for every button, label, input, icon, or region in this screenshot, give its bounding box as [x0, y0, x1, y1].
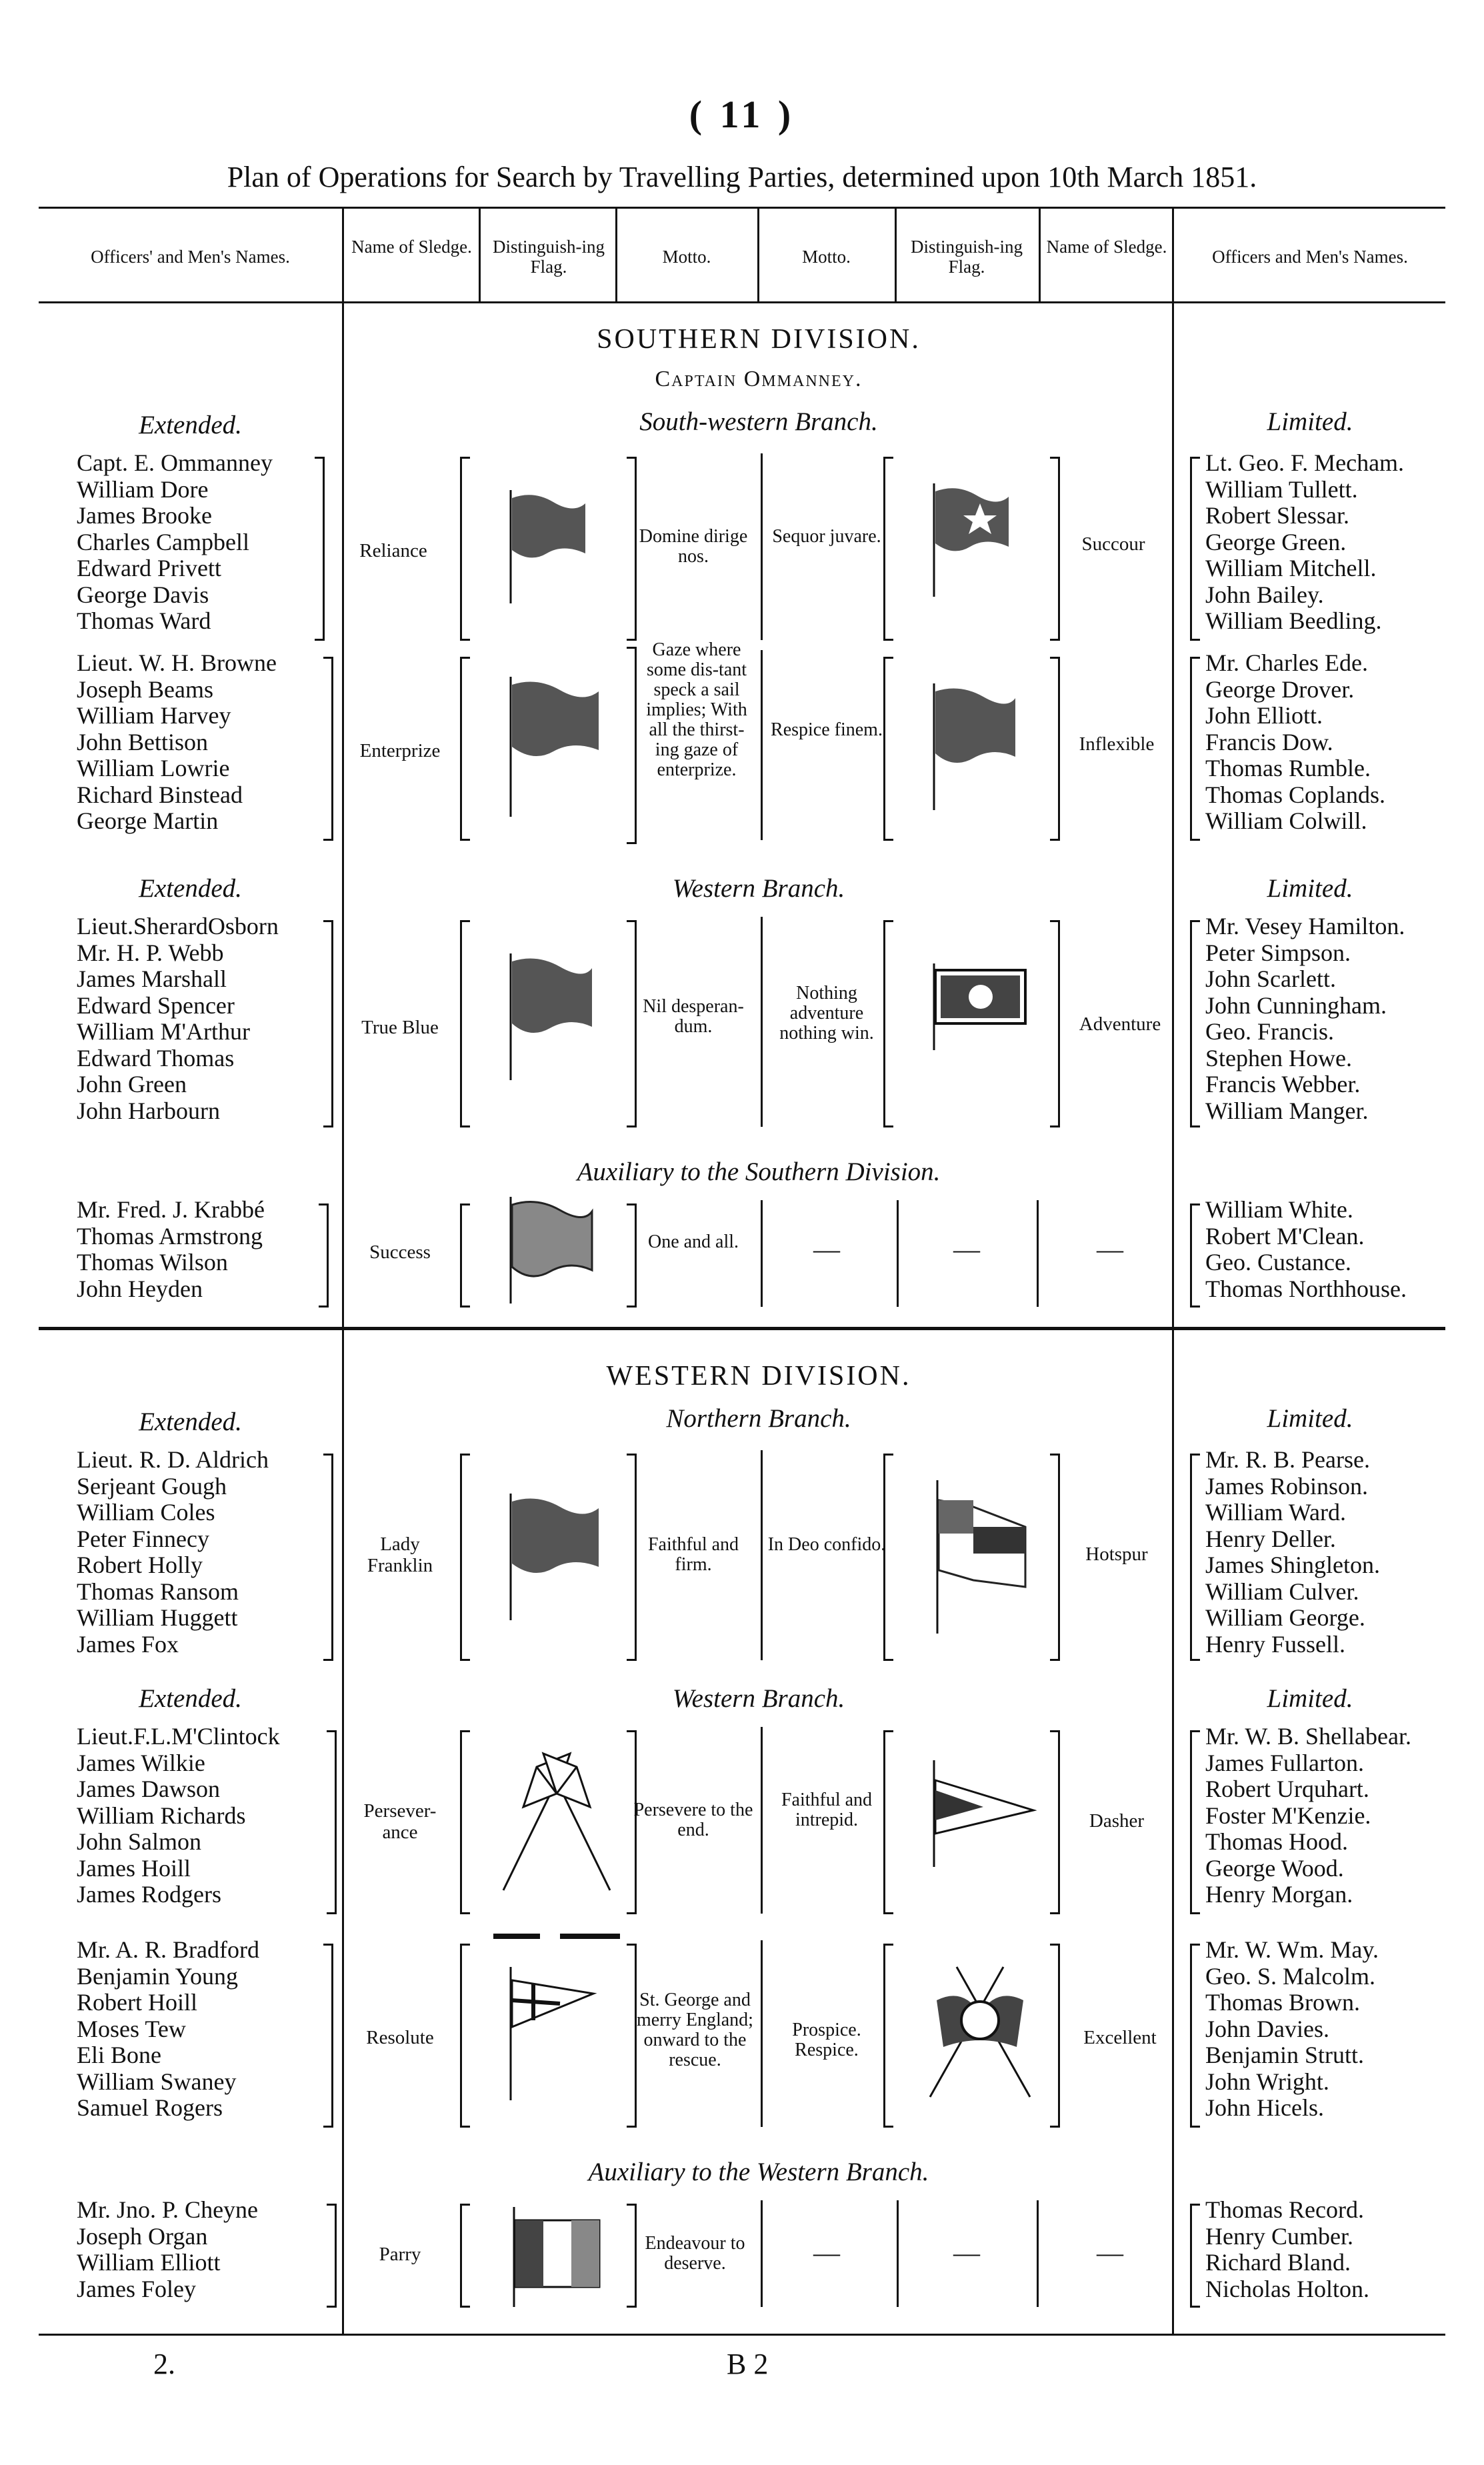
brace: [627, 1203, 637, 1308]
crew-name: Lt. Geo. F. Mecham.: [1205, 449, 1405, 476]
motto-divider: [761, 1200, 763, 1307]
brace: [460, 1944, 470, 2128]
sledge-name: Excellent: [1083, 2027, 1157, 2048]
page-number: ( 11 ): [689, 93, 795, 136]
crew-list-left: [77, 1197, 265, 1302]
crew-name: William Colwill.: [1205, 807, 1367, 834]
brace: [315, 457, 325, 641]
crew-name: Henry Fussell.: [1205, 1630, 1345, 1658]
crew-list-right: [1205, 1937, 1379, 2122]
brace: [1050, 657, 1060, 841]
crew-list-right: [1205, 1197, 1407, 1302]
division-title: SOUTHERN DIVISION.: [597, 324, 921, 355]
limited-label: Limited.: [1267, 1404, 1353, 1433]
extended-label: Extended.: [139, 1684, 242, 1713]
crew-name: Nicholas Holton.: [1205, 2275, 1369, 2302]
brace: [1050, 1454, 1060, 1661]
brace: [1190, 920, 1200, 1127]
crew-name: James Marshall: [77, 965, 227, 992]
brace: [1190, 1454, 1200, 1661]
crew-name: Geo. S. Malcolm.: [1205, 1962, 1375, 1990]
crew-name: William George.: [1205, 1604, 1365, 1631]
empty-dash: —: [953, 2238, 980, 2268]
crew-name: William Tullett.: [1205, 475, 1358, 503]
motto: Faithful and firm.: [647, 1534, 739, 1575]
limited-label: Limited.: [1267, 1684, 1353, 1713]
brace: [883, 1454, 893, 1661]
crew-list-left: [77, 2197, 258, 2302]
col-divider: [342, 208, 344, 2334]
brace: [323, 920, 333, 1127]
motto-divider: [761, 917, 763, 1127]
branch-label: South-western Branch.: [639, 407, 878, 436]
crew-name: William Manger.: [1205, 1097, 1369, 1124]
crew-list-left: [77, 1724, 280, 1908]
flag-divider: [897, 1200, 899, 1307]
rule-mark: [560, 1934, 620, 1939]
crew-name: Thomas Ward: [77, 607, 211, 634]
header-flag: Distinguish-ing Flag.: [492, 237, 605, 277]
crew-name: James Rodgers: [77, 1881, 221, 1908]
rule-mark: [493, 1934, 540, 1939]
crew-name: Mr. Vesey Hamilton.: [1205, 913, 1405, 939]
flag-icon: [933, 1480, 1027, 1634]
crew-name: James Dawson: [77, 1776, 220, 1802]
crew-name: Henry Cumber.: [1205, 2222, 1353, 2250]
crew-name: Stephen Howe.: [1205, 1044, 1352, 1071]
crew-name: Mr. W. Wm. May.: [1205, 1936, 1379, 1963]
crew-name: John Green: [77, 1071, 187, 1097]
brace: [460, 1454, 470, 1661]
brace: [1190, 657, 1200, 841]
flag-divider: [1037, 2200, 1039, 2307]
brace: [327, 2204, 337, 2308]
empty-dash: —: [1097, 2238, 1123, 2268]
col-divider: [757, 208, 759, 301]
motto: Prospice. Respice.: [792, 2020, 861, 2060]
sledge-name: True Blue: [361, 1017, 439, 1038]
crew-name: Edward Spencer: [77, 991, 235, 1019]
crew-name: Benjamin Young: [77, 1962, 239, 1990]
brace: [1190, 1203, 1200, 1308]
crew-name: George Martin: [77, 807, 219, 834]
captain-label: Captain Ommanney.: [655, 367, 863, 391]
auxiliary-label: Auxiliary to the Western Branch.: [588, 2158, 929, 2186]
empty-dash: —: [813, 1234, 840, 1264]
limited-label: Limited.: [1267, 407, 1353, 436]
crew-name: John Hicels.: [1205, 2094, 1324, 2121]
footer-signature: B 2: [727, 2348, 769, 2380]
crew-name: Thomas Armstrong: [77, 1222, 263, 1250]
crew-name: William Coles: [77, 1499, 215, 1526]
crossed-flags-icon: [923, 1960, 1037, 2100]
crew-name: Richard Bland.: [1205, 2249, 1351, 2276]
sledge-name: Resolute: [366, 2027, 434, 2048]
branch-label: Western Branch.: [672, 1684, 845, 1713]
header-motto: Motto.: [662, 247, 711, 267]
motto: In Deo confido.: [767, 1534, 886, 1555]
branch-label: Western Branch.: [672, 874, 845, 903]
crew-name: George Drover.: [1205, 675, 1355, 703]
page-title: Plan of Operations for Search by Travelling Parties, determined upon 10th March 1851.: [227, 161, 1257, 193]
crew-name: Mr. Fred. J. Krabbé: [77, 1196, 265, 1223]
crew-name: Henry Morgan.: [1205, 1881, 1353, 1908]
crew-name: Thomas Wilson: [77, 1249, 228, 1276]
crew-name: James Fox: [77, 1630, 179, 1658]
footer-left: 2.: [153, 2348, 175, 2380]
crew-name: Mr. Charles Ede.: [1205, 649, 1368, 676]
crew-name: Mr. Jno. P. Cheyne: [77, 2196, 259, 2223]
crew-name: George Green.: [1205, 528, 1347, 555]
col-divider: [895, 208, 897, 301]
crew-name: Lieut. W. H. Browne: [77, 649, 277, 676]
brace: [883, 457, 893, 641]
brace: [883, 920, 893, 1127]
bottom-rule: [39, 2334, 1445, 2336]
col-divider: [479, 208, 481, 301]
brace: [460, 457, 470, 641]
crew-name: Edward Thomas: [77, 1044, 235, 1071]
crew-name: John Heyden: [77, 1275, 203, 1302]
brace: [460, 657, 470, 841]
flag-icon: [507, 1197, 593, 1304]
sledge-name: Success: [369, 1242, 431, 1263]
crew-name: Joseph Organ: [77, 2222, 208, 2250]
crew-list-left: [77, 1447, 269, 1658]
crew-name: William Lowrie: [77, 755, 230, 781]
brace: [460, 1203, 470, 1308]
crew-name: Mr. R. B. Pearse.: [1205, 1446, 1370, 1473]
empty-dash: —: [1097, 1234, 1123, 1264]
crew-list-right: [1205, 450, 1404, 635]
brace: [1050, 920, 1060, 1127]
brace: [327, 1730, 337, 1914]
crew-name: Joseph Beams: [77, 675, 213, 703]
crew-name: John Wright.: [1205, 2068, 1329, 2095]
flag-icon: [507, 1494, 600, 1620]
motto: Sequor juvare.: [772, 526, 881, 547]
crew-name: John Scarlett.: [1205, 965, 1336, 992]
sledge-name: Persever-ance: [363, 1800, 437, 1843]
crew-name: William White.: [1205, 1196, 1353, 1223]
sledge-name: Dasher: [1089, 1810, 1145, 1832]
pennant-flag-icon: [930, 1760, 1037, 1867]
crew-name: James Robinson.: [1205, 1472, 1369, 1500]
crew-name: Peter Simpson.: [1205, 939, 1351, 966]
crew-list-left: [77, 650, 277, 835]
brace: [1050, 457, 1060, 641]
crew-name: Lieut.F.L.M'Clintock: [77, 1723, 280, 1750]
motto: Nil desperan-dum.: [643, 996, 744, 1037]
crew-name: Thomas Brown.: [1205, 1989, 1360, 2016]
extended-label: Extended.: [139, 874, 242, 903]
crew-name: James Shingleton.: [1205, 1552, 1380, 1578]
motto-divider: [761, 1940, 763, 2127]
crew-name: Robert Urquhart.: [1205, 1776, 1369, 1802]
motto: Domine dirige nos.: [639, 526, 748, 567]
crew-name: James Wilkie: [77, 1749, 205, 1776]
crew-name: John Davies.: [1205, 2015, 1329, 2042]
crew-name: Thomas Rumble.: [1205, 755, 1371, 781]
crew-name: John Salmon: [77, 1828, 202, 1855]
brace: [883, 1944, 893, 2128]
pennant-flag-icon: [507, 1967, 600, 2100]
crew-list-left: [77, 913, 279, 1124]
brace: [460, 920, 470, 1127]
header-flag: Distinguish-ing Flag.: [910, 237, 1023, 277]
crew-name: John Cunningham.: [1205, 991, 1387, 1019]
motto: Respice finem.: [771, 719, 883, 740]
motto-divider: [761, 2200, 763, 2307]
brace: [319, 1203, 329, 1308]
crew-name: Richard Binstead: [77, 781, 243, 808]
crew-name: Geo. Francis.: [1205, 1018, 1334, 1045]
crew-name: John Elliott.: [1205, 702, 1323, 729]
crew-name: Robert Hoill: [77, 1989, 197, 2016]
crew-name: Capt. E. Ommanney: [77, 449, 273, 476]
division-title: WESTERN DIVISION.: [606, 1361, 911, 1392]
crew-name: John Bailey.: [1205, 581, 1324, 608]
empty-dash: —: [953, 1234, 980, 1264]
top-rule: [39, 207, 1445, 209]
crew-name: James Fullarton.: [1205, 1749, 1364, 1776]
crew-name: Henry Deller.: [1205, 1525, 1336, 1552]
crew-name: Lieut. R. D. Aldrich: [77, 1446, 269, 1473]
brace: [1190, 1944, 1200, 2128]
crew-name: Charles Campbell: [77, 528, 249, 555]
crew-name: Thomas Ransom: [77, 1578, 239, 1605]
auxiliary-label: Auxiliary to the Southern Division.: [577, 1157, 941, 1186]
crew-list-right: [1205, 1447, 1380, 1658]
brace: [627, 647, 637, 844]
brace: [1050, 1944, 1060, 2128]
crew-name: William M'Arthur: [77, 1018, 250, 1045]
crew-name: Thomas Northhouse.: [1205, 1275, 1407, 1302]
crew-name: William Swaney: [77, 2068, 237, 2095]
crew-name: Francis Webber.: [1205, 1071, 1361, 1097]
crew-name: Francis Dow.: [1205, 728, 1333, 755]
sledge-name: Parry: [379, 2244, 421, 2265]
brace: [1190, 1730, 1200, 1914]
crew-name: William Ward.: [1205, 1499, 1346, 1526]
brace: [323, 657, 333, 841]
motto: St. George and merry England; onward to the rescue.: [637, 1990, 753, 2070]
crew-name: Peter Finnecy: [77, 1525, 209, 1552]
crew-list-right: [1205, 1724, 1411, 1908]
brace: [627, 1944, 637, 2128]
crew-list-left: [77, 1937, 259, 2122]
motto-divider: [761, 1450, 763, 1660]
empty-dash: —: [813, 2238, 840, 2268]
header-names: Officers' and Men's Names.: [91, 247, 290, 267]
brace: [323, 1454, 333, 1661]
crew-name: Samuel Rogers: [77, 2094, 223, 2121]
flag-icon: [507, 490, 587, 603]
brace: [460, 2204, 470, 2308]
crew-name: William Richards: [77, 1802, 246, 1829]
motto: One and all.: [647, 1231, 739, 1252]
crew-name: William Beedling.: [1205, 607, 1382, 634]
crew-list-right: [1205, 650, 1385, 835]
sledge-name: Succour: [1081, 533, 1145, 555]
limited-label: Limited.: [1267, 874, 1353, 903]
flag-icon: [507, 953, 593, 1080]
crew-name: William Mitchell.: [1205, 555, 1377, 581]
crew-list-right: [1205, 913, 1405, 1124]
crew-name: Thomas Hood.: [1205, 1828, 1348, 1855]
sledge-name: Enterprize: [359, 740, 441, 761]
flag-icon: [510, 2207, 603, 2307]
sledge-name: Hotspur: [1085, 1544, 1148, 1565]
flag-icon: [930, 483, 1010, 597]
crew-name: Serjeant Gough: [77, 1472, 227, 1500]
crew-name: James Foley: [77, 2275, 196, 2302]
sledge-name: Adventure: [1079, 1013, 1161, 1035]
col-divider: [615, 208, 617, 301]
brace: [627, 2204, 637, 2308]
crew-name: Edward Privett: [77, 555, 221, 581]
division-rule: [39, 1327, 1445, 1330]
extended-label: Extended.: [139, 1408, 242, 1436]
crew-name: Thomas Coplands.: [1205, 781, 1385, 808]
header-motto: Motto.: [802, 247, 851, 267]
sledge-name: Inflexible: [1079, 733, 1155, 755]
motto: Persevere to the end.: [633, 1800, 753, 1840]
crew-name: John Harbourn: [77, 1097, 220, 1124]
extended-label: Extended.: [139, 411, 242, 439]
crew-name: Foster M'Kenzie.: [1205, 1802, 1371, 1829]
crew-list-left: [77, 450, 273, 635]
sledge-name: Lady Franklin: [367, 1534, 433, 1576]
brace: [1190, 457, 1200, 641]
crew-name: John Bettison: [77, 728, 209, 755]
motto-divider: [761, 650, 763, 840]
crew-name: Geo. Custance.: [1205, 1249, 1351, 1276]
col-divider: [1039, 208, 1041, 301]
header-sledge: Name of Sledge.: [1046, 237, 1167, 257]
header-names: Officers and Men's Names.: [1212, 247, 1408, 267]
motto-divider: [761, 453, 763, 640]
crew-name: George Wood.: [1205, 1854, 1344, 1882]
crew-name: Robert Holly: [77, 1552, 203, 1578]
crew-name: Eli Bone: [77, 2042, 161, 2068]
brace: [323, 1944, 333, 2128]
brace: [883, 1730, 893, 1914]
brace: [1050, 1730, 1060, 1914]
crew-name: Lieut.SherardOsborn: [77, 913, 279, 939]
crew-name: Benjamin Strutt.: [1205, 2042, 1364, 2068]
col-divider: [1172, 208, 1174, 2334]
sledge-name: Reliance: [359, 540, 427, 561]
crew-name: Thomas Record.: [1205, 2196, 1364, 2223]
flag-icon: [930, 683, 1017, 810]
crew-name: Mr. A. R. Bradford: [77, 1936, 259, 1963]
motto: Nothing adventure nothing win.: [779, 983, 874, 1043]
motto: Gaze where some dis-tant speck a sail implies; With all the thirst-ing gaze of enterprize.: [646, 639, 747, 780]
crew-name: William Huggett: [77, 1604, 238, 1631]
crew-name: George Davis: [77, 581, 209, 608]
flag-icon: [930, 963, 1030, 1050]
crew-name: William Elliott: [77, 2249, 221, 2276]
flag-divider: [1037, 1200, 1039, 1307]
flag-icon: [507, 677, 600, 817]
flag-divider: [897, 2200, 899, 2307]
crew-name: Mr. W. B. Shellabear.: [1205, 1723, 1411, 1750]
motto: Endeavour to deserve.: [645, 2233, 745, 2274]
crew-name: Moses Tew: [77, 2015, 186, 2042]
crew-name: James Brooke: [77, 502, 212, 529]
motto-divider: [761, 1727, 763, 1914]
branch-label: Northern Branch.: [666, 1404, 851, 1433]
brace: [883, 657, 893, 841]
crew-name: James Hoill: [77, 1854, 191, 1882]
crossed-flags-icon: [497, 1747, 617, 1894]
header-sledge: Name of Sledge.: [351, 237, 472, 257]
crew-name: William Culver.: [1205, 1578, 1359, 1605]
header-rule: [39, 301, 1445, 303]
crew-name: Robert M'Clean.: [1205, 1222, 1365, 1250]
crew-name: William Dore: [77, 475, 209, 503]
crew-name: Mr. H. P. Webb: [77, 939, 224, 966]
crew-list-right: [1205, 2197, 1369, 2302]
crew-name: Robert Slessar.: [1205, 502, 1349, 529]
motto: Faithful and intrepid.: [781, 1790, 873, 1830]
brace: [1190, 2204, 1200, 2308]
crew-name: William Harvey: [77, 702, 231, 729]
brace: [460, 1730, 470, 1914]
